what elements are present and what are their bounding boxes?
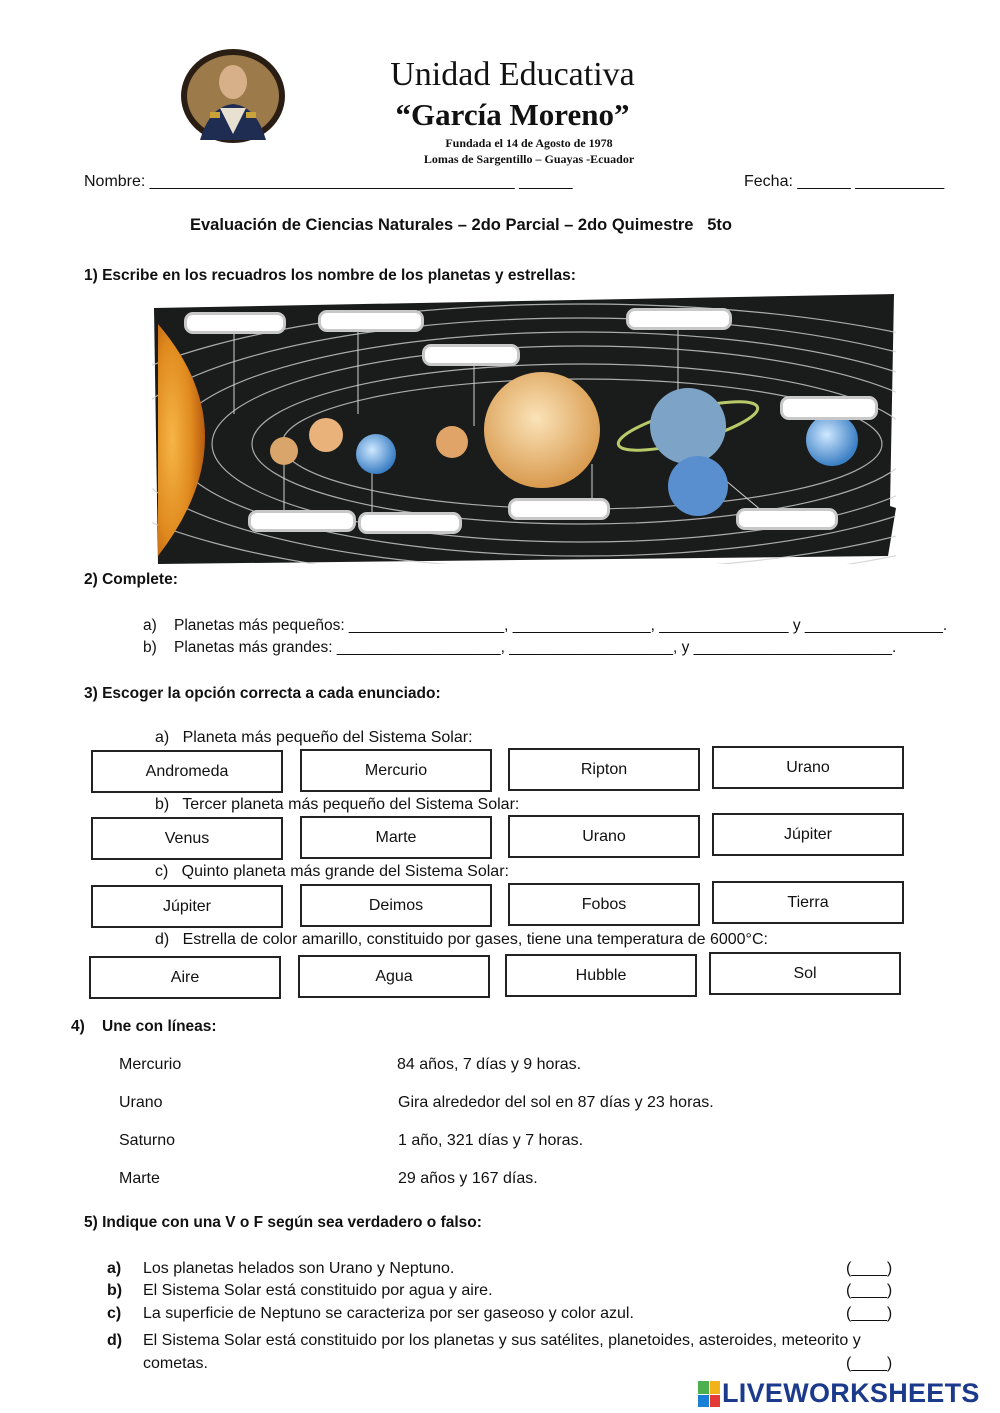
question-1-title: 1) Escribe en los recuadros los nombre de los planetas y estrellas: xyxy=(84,267,576,284)
tf-blank-b[interactable]: (____) xyxy=(846,1282,893,1299)
label-box-7[interactable] xyxy=(358,512,462,534)
date-field[interactable]: Fecha: ______ __________ xyxy=(744,173,945,190)
label-box-2[interactable] xyxy=(318,310,424,332)
tf-statement-b: El Sistema Solar está constituido por agua y aire. xyxy=(143,1282,493,1299)
option-3d-3[interactable]: Hubble xyxy=(505,954,697,997)
label-box-4[interactable] xyxy=(626,308,732,330)
option-3b-2[interactable]: Marte xyxy=(300,816,492,859)
option-3b-3[interactable]: Urano xyxy=(508,815,700,858)
tf-blank-a[interactable]: (____) xyxy=(846,1260,893,1277)
match-left-2[interactable]: Urano xyxy=(119,1094,163,1111)
tf-blank-c[interactable]: (____) xyxy=(846,1305,893,1322)
tf-statement-c: La superficie de Neptuno se caracteriza por ser gaseoso y color azul. xyxy=(143,1305,634,1322)
question-2b[interactable]: b) Planetas más grandes: ___________________, ___________________, y _______________________. xyxy=(143,639,897,656)
liveworksheets-logo xyxy=(698,1378,994,1410)
option-3c-1[interactable]: Júpiter xyxy=(91,885,283,928)
match-right-4[interactable]: 29 años y 167 días. xyxy=(398,1170,538,1187)
label-box-5[interactable] xyxy=(780,396,878,420)
question-5-title: 5) Indique con una V o F según sea verdadero o falso: xyxy=(84,1214,482,1231)
option-3a-3[interactable]: Ripton xyxy=(508,748,700,791)
name-field[interactable]: Nombre: _________________________________________ ______ xyxy=(84,173,573,190)
question-2-title: 2) Complete: xyxy=(84,571,178,588)
label-box-3[interactable] xyxy=(422,344,520,366)
option-3d-2[interactable]: Agua xyxy=(298,955,490,998)
option-3d-1[interactable]: Aire xyxy=(89,956,281,999)
question-2a[interactable]: a) Planetas más pequeños: __________________, ________________, _______________ y ________________. xyxy=(143,617,948,634)
founded-text: Fundada el 14 de Agosto de 1978 xyxy=(445,136,613,150)
label-box-9[interactable] xyxy=(736,508,838,530)
label-box-1[interactable] xyxy=(184,312,286,334)
tf-blank-d[interactable]: (____) xyxy=(846,1355,893,1372)
location-text: Lomas de Sargentillo – Guayas -Ecuador xyxy=(423,152,635,166)
match-left-4[interactable]: Marte xyxy=(119,1170,160,1187)
tf-letter-d: d) xyxy=(107,1332,123,1349)
tf-statement-d: El Sistema Solar está constituido por los planetas y sus satélites, planetoides, asteroides, meteorito y xyxy=(143,1332,861,1349)
question-3c-prompt: c) Quinto planeta más grande del Sistema Solar: xyxy=(155,863,509,880)
school-name: “García Moreno” xyxy=(395,97,630,132)
tf-letter-b: b) xyxy=(107,1282,123,1299)
solar-system-image xyxy=(152,294,896,564)
school-title: Unidad Educativa xyxy=(390,56,635,93)
match-right-1[interactable]: 84 años, 7 días y 9 horas. xyxy=(397,1056,582,1073)
option-3a-4[interactable]: Urano xyxy=(712,746,904,789)
option-3a-2[interactable]: Mercurio xyxy=(300,749,492,792)
tf-statement-d-cont: cometas. xyxy=(143,1355,208,1372)
match-right-3[interactable]: 1 año, 321 días y 7 horas. xyxy=(398,1132,584,1149)
option-3c-3[interactable]: Fobos xyxy=(508,883,700,926)
match-right-2[interactable]: Gira alrededor del sol en 87 días y 23 horas. xyxy=(398,1094,714,1111)
option-3c-2[interactable]: Deimos xyxy=(300,884,492,927)
tf-letter-a: a) xyxy=(107,1260,122,1277)
label-box-8[interactable] xyxy=(508,498,610,520)
liveworksheets-text: LIVEWORKSHEETS xyxy=(722,1378,980,1408)
question-3-title: 3) Escoger la opción correcta a cada enunciado: xyxy=(84,685,441,702)
option-3b-1[interactable]: Venus xyxy=(91,817,283,860)
match-left-1[interactable]: Mercurio xyxy=(119,1056,182,1073)
tf-letter-c: c) xyxy=(107,1305,122,1322)
question-3b-prompt: b) Tercer planeta más pequeño del Sistema Solar: xyxy=(155,796,520,813)
question-3d-prompt: d) Estrella de color amarillo, constituido por gases, tiene una temperatura de 6000°C: xyxy=(155,931,768,948)
tf-statement-a: Los planetas helados son Urano y Neptuno. xyxy=(143,1260,455,1277)
option-3c-4[interactable]: Tierra xyxy=(712,881,904,924)
option-3b-4[interactable]: Júpiter xyxy=(712,813,904,856)
label-box-6[interactable] xyxy=(248,510,356,532)
question-3a-prompt: a) Planeta más pequeño del Sistema Solar: xyxy=(155,729,473,746)
question-4-number: 4) xyxy=(71,1018,85,1035)
question-4-title: Une con líneas: xyxy=(102,1018,217,1035)
option-3a-1[interactable]: Andromeda xyxy=(91,750,283,793)
option-3d-4[interactable]: Sol xyxy=(709,952,901,995)
match-left-3[interactable]: Saturno xyxy=(119,1132,176,1149)
exam-title: Evaluación de Ciencias Naturales – 2do Parcial – 2do Quimestre 5to xyxy=(190,216,732,234)
